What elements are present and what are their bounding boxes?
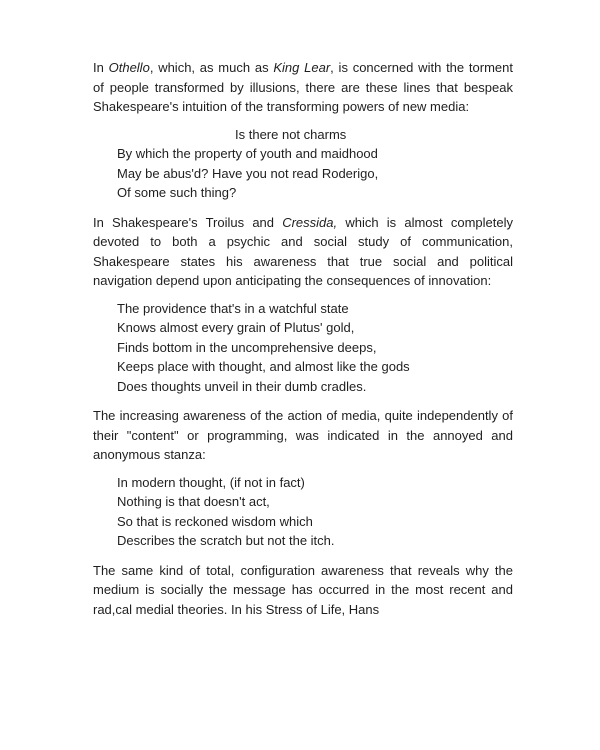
verse-line: May be abus'd? Have you not read Roderigo, <box>117 165 379 181</box>
verse-line: Describes the scratch but not the itch. <box>117 533 335 548</box>
paragraph-othello <box>93 58 513 117</box>
verse-line: Knows almost every grain of Plutus' gold, <box>117 320 355 335</box>
text-run: , which, as much as <box>149 60 274 75</box>
text-run: The same kind of total, configuration awareness that reveals why the medium is socially the message has occurred in the most recent and rad,cal medial theories. In his Stress of Life, Hans <box>93 562 513 617</box>
text-run: which is almost completely devoted to both a psychic and social study of communication, Shakespeare states his awareness that true social and political navigation depend upon anticipating the consequences of innovation: <box>93 214 513 288</box>
page-text-column <box>93 58 513 627</box>
verse-block-othello-quote <box>93 125 513 203</box>
verse-line: Finds bottom in the uncomprehensive deeps, <box>117 339 377 355</box>
verse-line: In modern thought, (if not in fact) <box>117 474 305 490</box>
text-run: In <box>93 60 109 75</box>
italic-title-othello: Othello <box>108 60 150 75</box>
text-run: The increasing awareness of the action of media, quite independently of their "content" or programming, was indicated in the annoyed and anonymous stanza: <box>93 408 513 462</box>
paragraph-troilus <box>93 213 513 291</box>
verse-block-troilus-quote <box>93 299 513 397</box>
paragraph-configuration-awareness <box>93 561 513 620</box>
paragraph-media-awareness <box>93 406 513 465</box>
verse-block-anonymous-stanza <box>93 473 513 551</box>
text-run: In Shakespeare's Troilus and <box>93 214 283 230</box>
verse-line: The providence that's in a watchful state <box>117 300 349 316</box>
verse-line: So that is reckoned wisdom which <box>117 513 313 529</box>
verse-line: Is there not charms <box>235 126 347 142</box>
verse-line: Keeps place with thought, and almost like the gods <box>117 359 410 374</box>
italic-title-cressida: Cressida, <box>282 214 338 230</box>
italic-title-king-lear: King Lear <box>273 60 331 75</box>
verse-line: By which the property of youth and maidhood <box>117 146 378 161</box>
verse-line: Does thoughts unveil in their dumb cradles. <box>117 378 367 394</box>
verse-line: Nothing is that doesn't act, <box>117 494 270 509</box>
text-run: , is concerned with the torment of people transformed by illusions, there are these lines that bespeak Shakespeare's intuition of the transforming powers of new media: <box>93 60 513 114</box>
verse-line: Of some such thing? <box>117 185 237 200</box>
